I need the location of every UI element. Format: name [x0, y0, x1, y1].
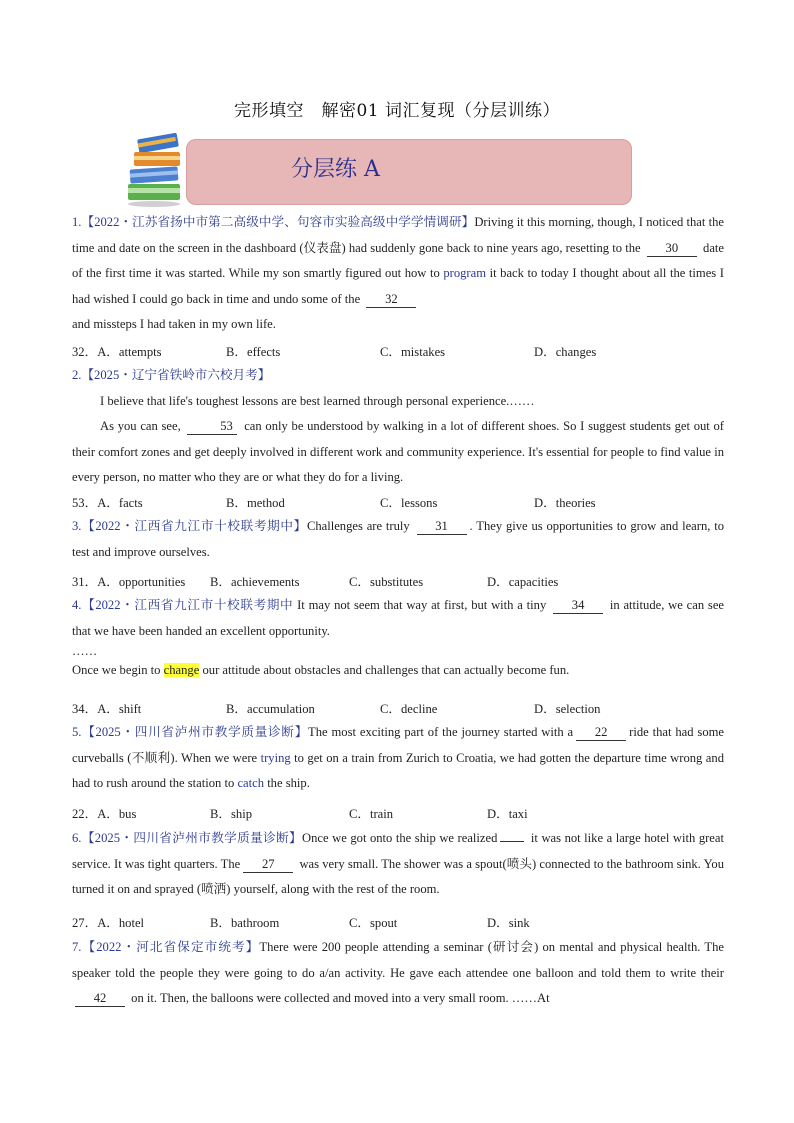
- banner-label: 分层练 A: [291, 157, 380, 182]
- option: 32．A．attempts: [72, 345, 162, 359]
- books-icon: [124, 132, 188, 210]
- blank: 31: [417, 518, 467, 535]
- section-banner: [186, 139, 632, 205]
- option: C．substitutes: [349, 575, 424, 589]
- option: B．method: [226, 496, 285, 510]
- question-source: 【2025・四川省泸州市教学质量诊断】: [81, 725, 309, 739]
- option: B．accumulation: [226, 702, 315, 716]
- option: D．sink: [487, 916, 530, 930]
- option: D．selection: [534, 702, 601, 716]
- question-source: 【2022・河北省保定市统考】: [81, 940, 260, 954]
- question-5: 5.【2025・四川省泸州市教学质量诊断】The most exciting part of the journey started with a 22 ride that had some curveballs (不顺利). When we were trying to get on a train from Zurich to Croatia, we had gotten the departure time wrong and had to rush around the station to catch the ship.: [72, 725, 725, 790]
- option: 31．A．opportunities: [72, 575, 186, 589]
- options-row: [72, 571, 732, 591]
- question-number: 6.: [72, 831, 82, 845]
- blank: 27: [243, 856, 293, 873]
- blank: 34: [553, 597, 603, 614]
- question-number: 1.: [72, 215, 82, 229]
- option: C．mistakes: [380, 345, 446, 359]
- question-4: 4.【2022・江西省九江市十校联考期中 It may not seem that way at first, but with a tiny 34 in attitude, we can see that we have been handed an excellent opportunity. …… Once we begin to change our attitude about obstacles and challenges that can actually become fun.: [72, 598, 724, 677]
- question-number: 7.: [72, 940, 82, 954]
- blank: 32: [366, 291, 416, 308]
- question-number: 5.: [72, 725, 82, 739]
- question-source: 【2022・江西省九江市十校联考期中】: [81, 519, 307, 533]
- option: D．changes: [534, 345, 597, 359]
- question-number: 4.: [72, 598, 82, 612]
- question-number: 2.: [72, 368, 82, 382]
- question-source: 【2022・江西省九江市十校联考期中: [81, 598, 294, 612]
- option: D．theories: [534, 496, 596, 510]
- options-row: [72, 912, 732, 932]
- options-row: [72, 803, 732, 823]
- option: 34．A．shift: [72, 702, 142, 716]
- option: 53．A．facts: [72, 496, 143, 510]
- options-row: [72, 698, 732, 718]
- option: C．lessons: [380, 496, 438, 510]
- options-row: [72, 341, 732, 361]
- question-6: 6.【2025・四川省泸州市教学质量诊断】Once we got onto the ship we realized it was not like a large hotel with great service. It was tight quarters. The 27 was very small. The shower was a spout(喷头) connected to the bathroom sink. You turned it on and sprayed (喷洒) yourself, along with the rest of the room.: [72, 831, 724, 896]
- blank: 22: [576, 724, 626, 741]
- highlighted-word: change: [163, 663, 200, 677]
- question-source: 【2025・辽宁省铁岭市六校月考】: [81, 368, 271, 382]
- blank: 30: [647, 240, 697, 257]
- blank: 42: [75, 990, 125, 1007]
- question-number: 3.: [72, 519, 82, 533]
- blank: 53: [187, 418, 237, 435]
- option: B．achievements: [210, 575, 300, 589]
- question-1: 1.【2022・江苏省扬中市第二高级中学、句容市实验高级中学学情调研】Driving it this morning, though, I noticed that the time and date on the screen in the dashboard (仪表盘) had suddenly gone back to nine years ago, resetting to the 30 date of the first time it was started. While my son smartly figured out how to program it back to today I thought about all the times I had wished I could go back in time and undo some of the 32 and missteps I had taken in my own life.: [72, 215, 725, 331]
- option: C．decline: [380, 702, 438, 716]
- option: B．ship: [210, 807, 252, 821]
- option: B．effects: [226, 345, 281, 359]
- option: C．spout: [349, 916, 398, 930]
- option: C．train: [349, 807, 394, 821]
- option: B．bathroom: [210, 916, 280, 930]
- question-source: 【2025・四川省泸州市教学质量诊断】: [81, 831, 303, 845]
- options-row: [72, 492, 732, 512]
- blank: [500, 841, 524, 842]
- question-2: 2.【2025・辽宁省铁岭市六校月考】 I believe that life's toughest lessons are best learned through personal experience.…… As you can see, 53 can only be understood by walking in a lot of different shoes. So I suggest students get out of their comfort zones and get deeply involved in different work and community experience. It's essential for people to find value in every person, no matter who they are or what they do for a living.: [72, 368, 725, 484]
- option: 27．A．hotel: [72, 916, 145, 930]
- question-source: 【2022・江苏省扬中市第二高级中学、句容市实验高级中学学情调研】: [81, 215, 475, 229]
- question-3: 3.【2022・江西省九江市十校联考期中】Challenges are truly 31 . They give us opportunities to grow and learn, to test and improve ourselves.: [72, 519, 725, 559]
- question-7: 7.【2022・河北省保定市统考】There were 200 people attending a seminar (研讨会) on mental and physical health. The speaker told the people they were going to do a/an activity. He gave each attendee one balloon and told them to write their 42 on it. Then, the balloons were collected and moved into a very small room. ……At: [72, 940, 725, 1005]
- option: 22．A．bus: [72, 807, 137, 821]
- option: D．capacities: [487, 575, 559, 589]
- option: D．taxi: [487, 807, 528, 821]
- page-title: 完形填空 解密01 词汇复现（分层训练）: [233, 101, 561, 121]
